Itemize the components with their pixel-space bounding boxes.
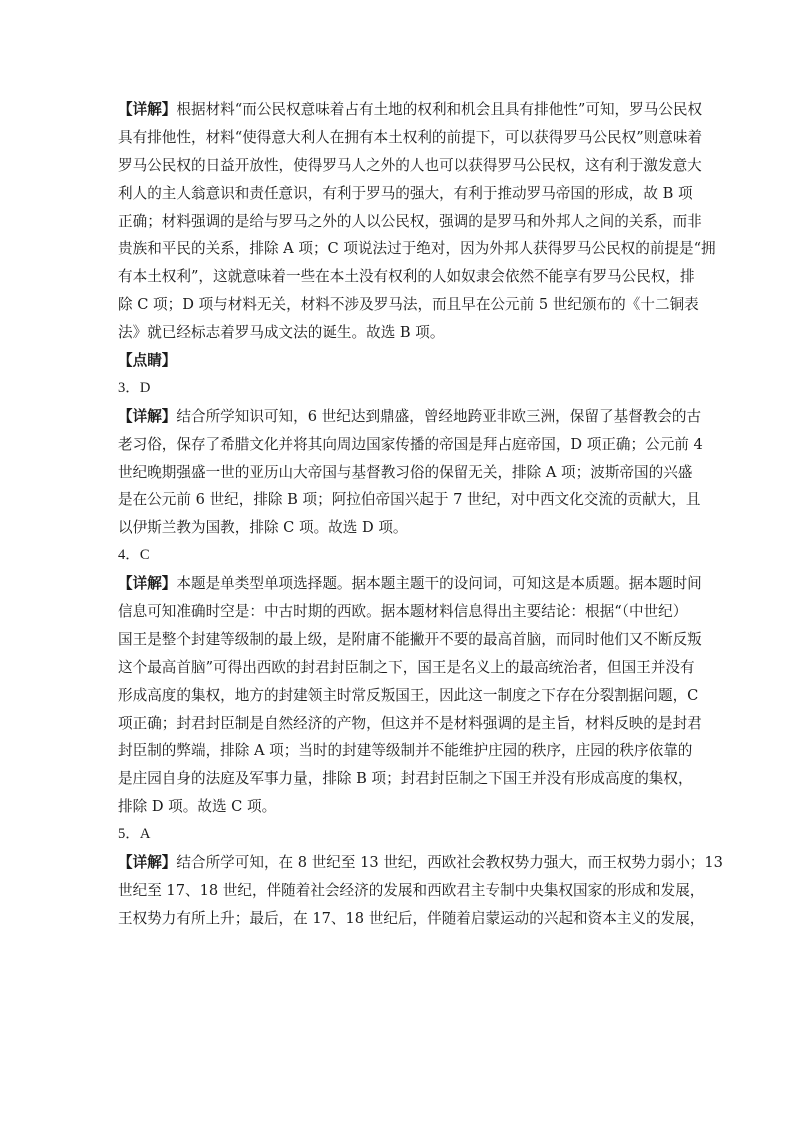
text-line [118, 319, 678, 347]
line-text: 具有排他性，材料“使得意大利人在拥有本土权利的前提下，可以获得罗马公民权”则意味着 [118, 128, 703, 146]
line-text: 有本土权利”，这就意味着一些在本土没有权利的人如奴隶会依然不能享有罗马公民权，排 [118, 268, 695, 286]
line-text: 项正确；封君封臣制是自然经济的产物，但这并不是材料强调的是主旨，材料反映的是封君 [118, 714, 702, 732]
text-line [118, 459, 693, 487]
line-text: 形成高度的集权，地方的封建领主时常反叛国王，因此这一制度之下存在分裂割据问题，C [118, 686, 699, 704]
line-text: 封臣制的弊端，排除 A 项；当时的封建等级制并不能维护庄园的秩序，庄园的秩序依靠的 [118, 742, 693, 760]
line-text: 结合所学可知，在 8 世纪至 13 世纪，西欧社会教权势力强大，而王权势力弱小；13 [176, 854, 723, 872]
text-line [118, 598, 688, 626]
text-line [118, 263, 695, 291]
text-line [118, 765, 693, 793]
line-text: 除 C 项；D 项与材料无关，材料不涉及罗马法，而且早在公元前 5 世纪颁布的《十二铜表 [118, 296, 699, 314]
question-answer: 5．A [118, 826, 151, 843]
line-text: 利人的主人翁意识和责任意识，有利于罗马的强大，有利于推动罗马帝国的形成，故 B 项 [118, 184, 693, 202]
text-line [118, 737, 693, 765]
text-line [118, 96, 703, 124]
text-line [118, 347, 678, 375]
text-line [118, 403, 702, 431]
line-text: 贵族和平民的关系，排除 A 项；C 项说法过于绝对，因为外邦人获得罗马公民权的前提是“拥 [118, 240, 716, 258]
answer-explanations [118, 96, 723, 933]
line-text: 是庄园自身的法庭及军事力量，排除 B 项；封君封臣制之下国王并没有形成高度的集权， [118, 770, 693, 788]
line-text: 结合所学知识可知，6 世纪达到鼎盛，曾经地跨亚非欧三洲，保留了基督教会的古 [176, 407, 702, 425]
text-line [118, 152, 702, 180]
text-line [118, 905, 705, 933]
question-answer: 3．D [118, 379, 151, 396]
q2-detail-block [118, 96, 716, 347]
text-line [118, 291, 699, 319]
text-line [118, 877, 705, 905]
q5-block [118, 821, 723, 933]
line-text: 这个最高首脑”可得出西欧的封君封臣制之下，国王是名义上的最高统治者，但国王并没有 [118, 658, 695, 676]
text-line [118, 849, 723, 877]
text-line [118, 486, 701, 514]
section-tag: 【点睛】 [118, 352, 177, 370]
line-text: 本题是单类型单项选择题。据本题主题干的设问词，可知这是本质题。据本题时间 [176, 575, 702, 593]
section-tag: 【详解】 [118, 407, 177, 425]
line-text: 正确；材料强调的是给与罗马之外的人以公民权，强调的是罗马和外邦人之间的关系，而非 [118, 212, 702, 230]
line-text: 法》就已经标志着罗马成文法的诞生。故选 B 项。 [118, 324, 445, 342]
section-tag: 【详解】 [118, 854, 177, 872]
text-line [118, 514, 678, 542]
text-line [118, 180, 693, 208]
text-line [118, 124, 703, 152]
q3-block [118, 375, 703, 542]
line-text: 是在公元前 6 世纪，排除 B 项；阿拉伯帝国兴起于 7 世纪，对中西文化交流的贡献大，且 [118, 491, 701, 509]
line-text: 老习俗，保存了希腊文化并将其向周边国家传播的帝国是拜占庭帝国，D 项正确；公元前 4 [118, 435, 703, 453]
text-line [118, 626, 702, 654]
text-line [118, 235, 716, 263]
text-line [118, 654, 695, 682]
text-line [118, 431, 703, 459]
text-line [118, 682, 699, 710]
line-text: 王权势力有所上升；最后，在 17、18 世纪后，伴随着启蒙运动的兴起和资本主义的发展， [118, 909, 705, 927]
text-line [118, 570, 702, 598]
text-line [118, 793, 678, 821]
text-line [118, 710, 702, 738]
line-text: 世纪至 17、18 世纪，伴随着社会经济的发展和西欧君主专制中央集权国家的形成和发展， [118, 881, 705, 899]
q2-comment-block [118, 347, 678, 375]
q4-block [118, 542, 702, 821]
line-text: 国王是整个封建等级制的最上级，是附庸不能撇开不要的最高首脑，而同时他们又不断反叛 [118, 630, 702, 648]
line-text: 世纪晚期强盛一世的亚历山大帝国与基督教习俗的保留无关，排除 A 项；波斯帝国的兴盛 [118, 463, 693, 481]
line-text: 排除 D 项。故选 C 项。 [118, 798, 277, 816]
line-text: 根据材料“而公民权意味着占有土地的权利和机会且具有排他性”可知，罗马公民权 [176, 101, 703, 118]
question-answer: 4．C [118, 547, 150, 564]
line-text: 信息可知准确时空是：中古时期的西欧。据本题材料信息得出主要结论：根据“（中世纪） [118, 603, 688, 621]
text-line [118, 208, 702, 236]
line-text: 罗马公民权的日益开放性，使得罗马人之外的人也可以获得罗马公民权，这有利于激发意大 [118, 156, 702, 174]
section-tag: 【详解】 [118, 101, 177, 118]
section-tag: 【详解】 [118, 575, 177, 593]
line-text: 以伊斯兰教为国教，排除 C 项。故选 D 项。 [118, 519, 408, 537]
